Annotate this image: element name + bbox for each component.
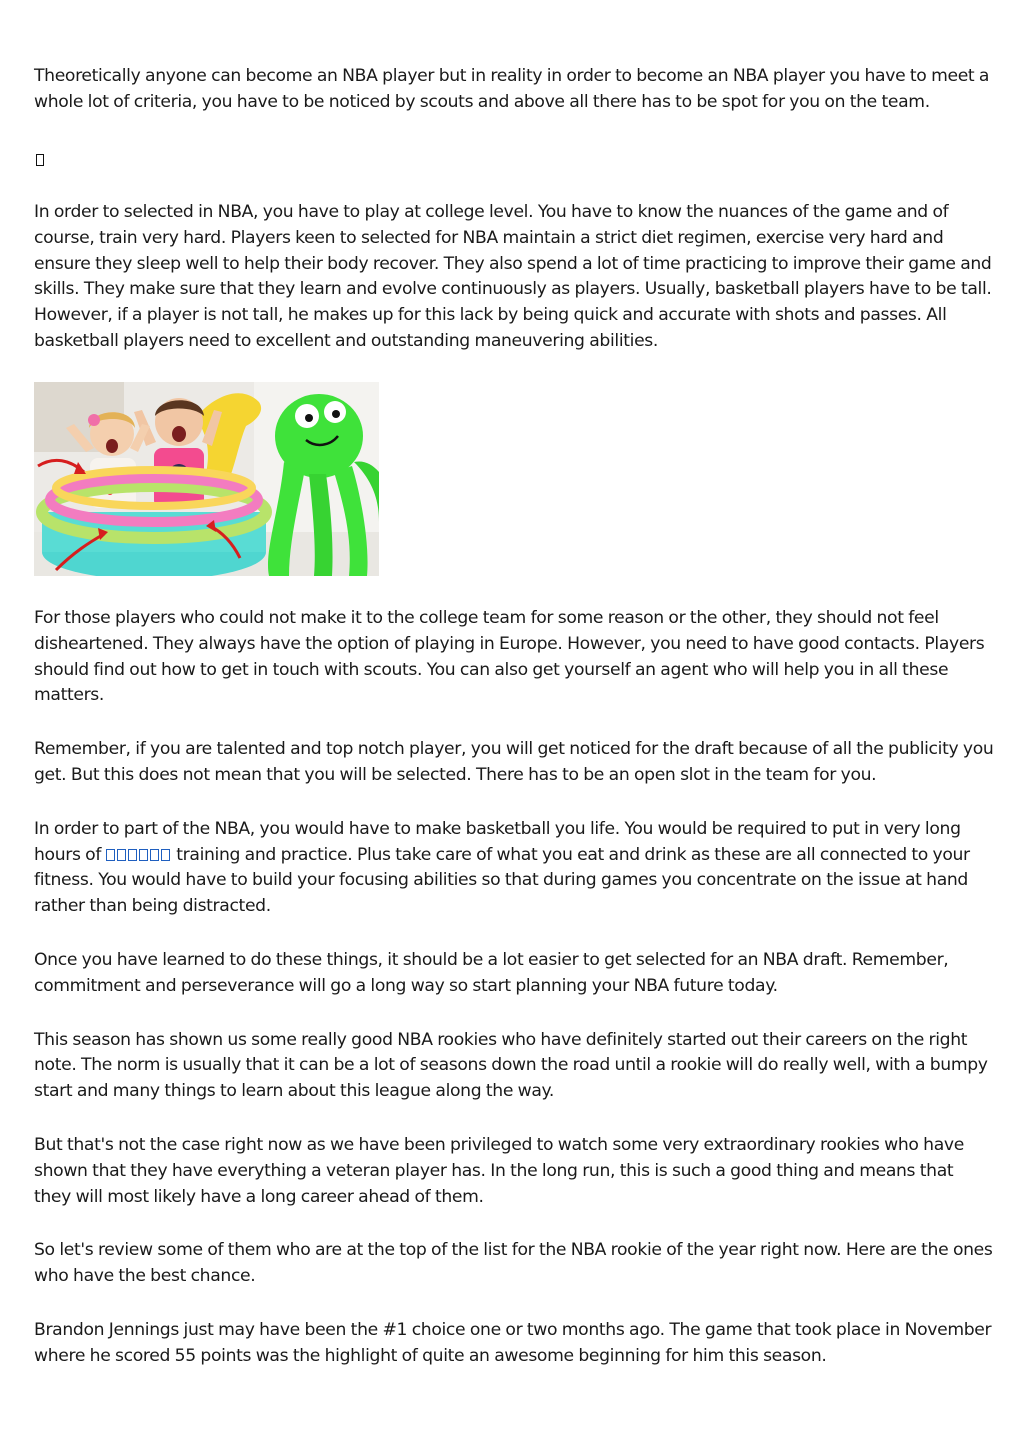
paragraph-10: Brandon Jennings just may have been the #1 choice one or two months ago. The game that took place in November where he scored 55 points was the highlight of quite an awesome beginning for him this season. [34,1319,992,1366]
document-section-3 [34,606,994,1370]
link-glyph-icon [150,849,159,861]
kids-octopus-photo [34,382,379,576]
paragraph-5 [34,817,994,920]
paragraph-7: This season has shown us some really good NBA rookies who have definitely started out their careers on the right note. The norm is usually that it can be a lot of seasons down the road until a rookie will do really well, with a bumpy start and many things to learn about this league along the way. [34,1029,988,1102]
paragraph-8: But that's not the case right now as we have been privileged to watch some very extraordinary rookies who have shown that they have everything a veteran player has. In the long run, this is such a good thing and means that they will most likely have a long career ahead of them. [34,1134,964,1207]
paragraph-5-end: training and practice. Plus take care of what you eat and drink as these are all connected to your fitness. You would have to build your focusing abilities so that during games you concentrate on the issue at hand rather than being distracted. [34,844,970,917]
paragraph-2: In order to selected in NBA, you have to play at college level. You have to know the nuances of the game and of course, train very hard. Players keen to selected for NBA maintain a strict diet regimen, exercise very hard and ensure they sleep well to help their body recover. They also spend a lot of time practicing to improve their game and skills. They make sure that they learn and evolve continuously as players. Usually, basketball players have to be tall. However, if a player is not tall, he makes up for this lack by being quick and accurate with shots and passes. All basketball players need to excellent and outstanding maneuvering abilities. [34,202,992,351]
link-glyph-icon [128,849,137,861]
missing-glyph-line [36,150,44,169]
paragraph-3: For those players who could not make it to the college team for some reason or the other, they should not feel disheartened. They always have the option of playing in Europe. However, you need to have good contacts. Players should find out how to get in touch with scouts. You can also get yourself an agent who will help you in all these matters. [34,608,985,706]
link-glyph-icon [161,849,170,861]
document-body [34,64,994,116]
paragraph-1: Theoretically anyone can become an NBA player but in reality in order to become an NBA player you have to meet a whole lot of criteria, you have to be noticed by scouts and above all there has to be spot for you on the team. [34,66,990,112]
paragraph-6: Once you have learned to do these things, it should be a lot easier to get selected for an NBA draft. Remember, commitment and perseverance will go a long way so start planning your NBA future today. [34,949,949,996]
shirt-text: ROBLOX [168,473,190,479]
missing-glyph-icon [36,154,44,166]
link-glyph-icon [117,849,126,861]
document-section-2 [34,200,994,355]
link-glyph-icon [139,849,148,861]
inline-link[interactable] [106,845,172,865]
article-image [34,382,379,576]
paragraph-4: Remember, if you are talented and top notch player, you will get noticed for the draft because of all the publicity you get. But this does not mean that you will be selected. There has to be an open slot in the team for you. [34,739,994,785]
paragraph-9: So let's review some of them who are at the top of the list for the NBA rookie of the year right now. Here are the ones who have the best chance. [34,1240,993,1287]
paragraph-5-start: In order to part of the NBA, you would have to make basketball you life. You would be required to put in very long hours of [34,818,961,865]
link-glyph-icon [106,849,115,861]
